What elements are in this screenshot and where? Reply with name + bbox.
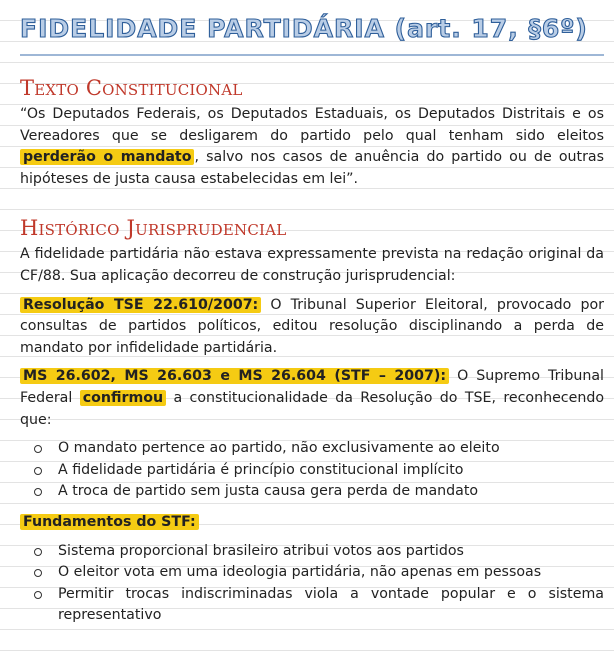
bullet-circle-icon (34, 548, 42, 556)
section-heading-historico-jurisprudencial: Histórico Jurisprudencial (20, 216, 287, 241)
stf-recognitions-list (20, 438, 604, 503)
highlight-confirmou: confirmou (80, 390, 166, 406)
list-item-text: A fidelidade partidária é princípio constitucional implícito (58, 461, 464, 478)
list-item (20, 562, 604, 584)
list-item (20, 541, 604, 563)
resolucao-tse-paragraph (20, 295, 604, 360)
list-item (20, 481, 604, 503)
resolucao-tse-label: Resolução TSE 22.610/2007: (20, 297, 261, 313)
constitutional-quote (20, 104, 604, 190)
fundamentos-heading (20, 512, 604, 534)
list-item-text: O mandato pertence ao partido, não exclusivamente ao eleito (58, 440, 500, 457)
list-item (20, 584, 604, 627)
bullet-circle-icon (34, 488, 42, 496)
ms-stf-text-end: a constitucionalidade da Resolução do TSE, reconhecendo que: (20, 389, 605, 428)
highlight-perderao-o-mandato: perderão o mandato (20, 149, 194, 165)
bullet-circle-icon (34, 445, 42, 453)
ms-stf-text-start: O Supremo Tribunal Federal (20, 368, 604, 406)
list-item-text: A troca de partido sem justa causa gera perda de mandato (58, 483, 479, 500)
fundamentos-list (20, 541, 604, 627)
quote-text-start: “Os Deputados Federais, os Deputados Estaduais, os Deputados Distritais e os Vereadores que se desligarem do partido pelo qual tenham sido eleitos (20, 106, 604, 144)
resolucao-tse-text: O Tribunal Superior Eleitoral, provocado por consultas de partidos políticos, editou resolução disciplinando a perda de mandato por infidelidade partidária. (20, 296, 604, 356)
list-item-text: O eleitor vota em uma ideologia partidária, não apenas em pessoas (58, 564, 542, 581)
list-item (20, 460, 604, 482)
bullet-circle-icon (34, 467, 42, 475)
section-heading-texto-constitucional: Texto Constitucional (20, 76, 243, 100)
title-underline (20, 54, 604, 56)
historico-intro: A fidelidade partidária não estava expressamente prevista na redação original da CF/88. Sua aplicação decorreu de construção jurisprudencial: (20, 246, 604, 284)
list-item (20, 438, 604, 460)
page-title: FIDELIDADE PARTIDÁRIA (art. 17, §6º) (20, 14, 588, 43)
quote-text-end: , salvo nos casos de anuência do partido ou de outras hipóteses de justa causa estabelecidas em lei”. (20, 149, 604, 187)
bullet-circle-icon (34, 591, 42, 599)
list-item-text: Sistema proporcional brasileiro atribui votos aos partidos (58, 542, 464, 559)
list-item-text: Permitir trocas indiscriminadas viola a vontade popular e o sistema representativo (58, 585, 604, 624)
fundamentos-label: Fundamentos do STF: (20, 514, 199, 530)
ms-stf-label: MS 26.602, MS 26.603 e MS 26.604 (STF – 2007): (20, 368, 449, 384)
bullet-circle-icon (34, 569, 42, 577)
ms-stf-paragraph (20, 366, 604, 431)
